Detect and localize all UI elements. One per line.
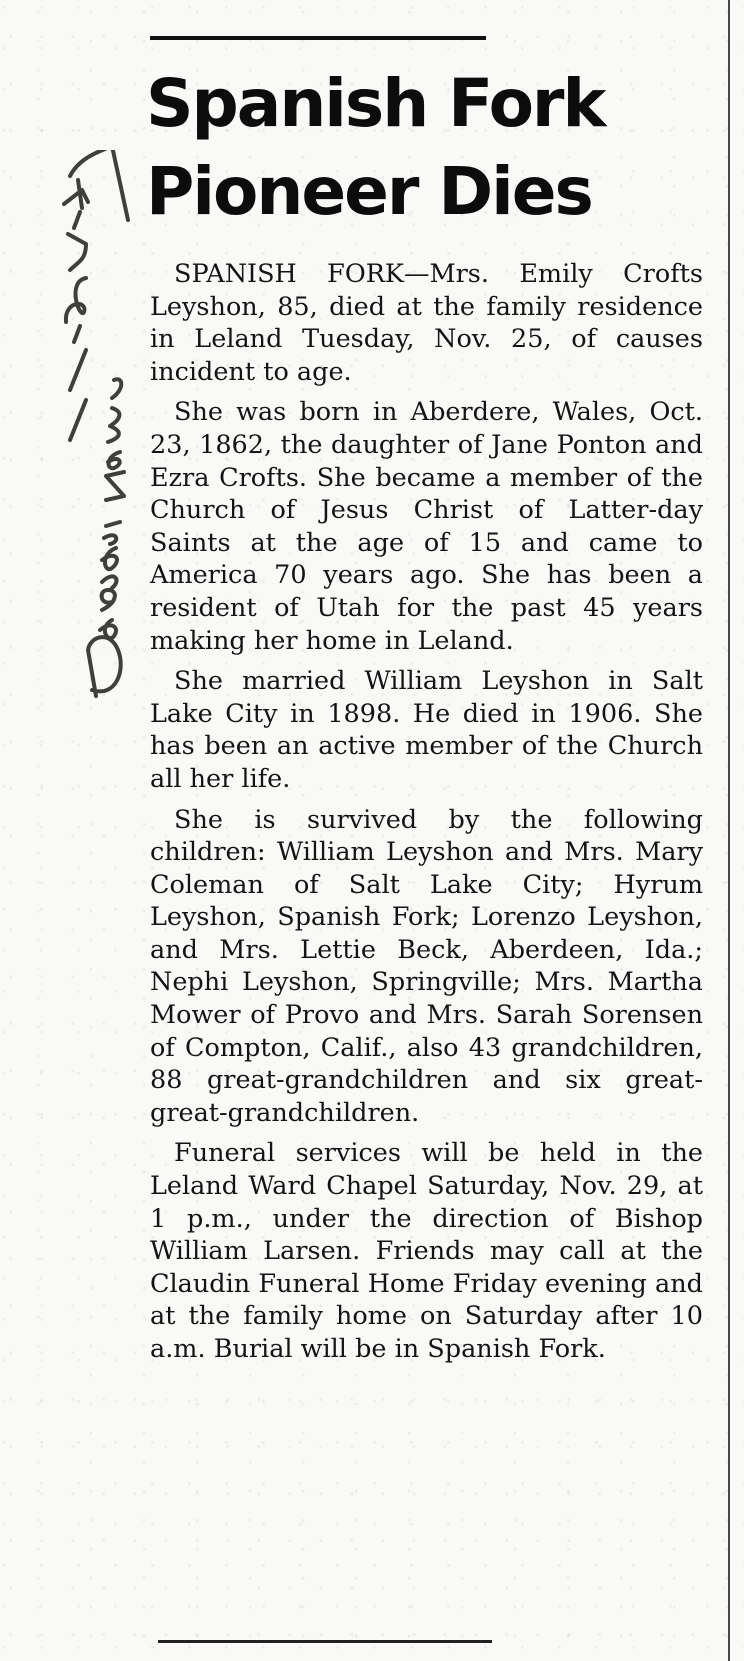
headline	[146, 60, 706, 236]
article-paragraph-3: She married William Leyshon in Salt Lake City in 1898. He died in 1906. She has been an active member of the Church all her life.	[150, 666, 703, 794]
bottom-rule	[158, 1640, 492, 1643]
headline-line-2: Pioneer Dies	[146, 153, 592, 230]
headline-line-1: Spanish Fork	[146, 65, 605, 142]
article-paragraph-1: SPANISH FORK—Mrs. Emily Crofts Leyshon, 85, died at the family residence in Leland Tuesday, Nov. 25, of causes incident to age.	[150, 259, 703, 387]
article-paragraph-5: Funeral services will be held in the Leland Ward Chapel Saturday, Nov. 29, at 1 p.m., under the direction of Bishop William Larsen. Friends may call at the Claudin Funeral Home Friday evening and at the family home on Saturday after 10 a.m. Burial will be in Spanish Fork.	[150, 1138, 703, 1364]
article-paragraph-4: She is survived by the following children: William Leyshon and Mrs. Mary Coleman of Salt Lake City; Hyrum Leyshon, Spanish Fork; Lorenzo Leyshon, and Mrs. Lettie Beck, Aberdeen, Ida.; Nephi Leyshon, Springville; Mrs. Martha Mower of Provo and Mrs. Sarah Sorensen of Compton, Calif., also 43 grandchildren, 88 great-grandchildren and six great-great-grandchildren.	[150, 804, 703, 1128]
article-body	[150, 258, 703, 1366]
top-rule	[150, 36, 486, 40]
article-paragraph-2: She was born in Aberdere, Wales, Oct. 23, 1862, the daughter of Jane Ponton and Ezra Crofts. She became a member of the Church of Jesus Christ of Latter-day Saints at the age of 15 and came to America 70 years ago. She has been a resident of Utah for the past 45 years making her home in Leland.	[150, 397, 703, 656]
clipping-edge-line	[728, 0, 730, 1661]
